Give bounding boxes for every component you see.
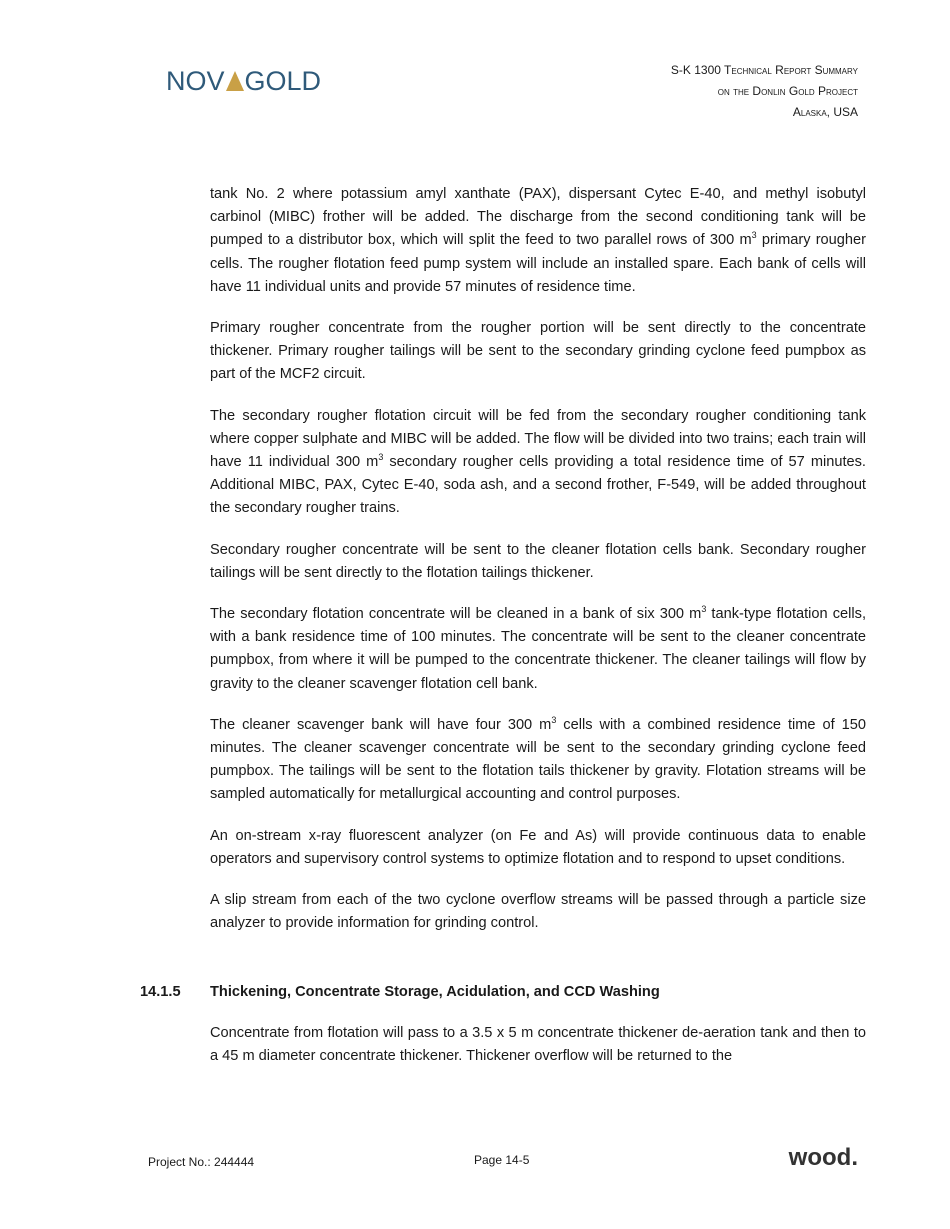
paragraph-2: Primary rougher concentrate from the rougher portion will be sent directly to the concentrate thickener. Primary rougher tailings will be sent to the secondary grinding cyclone feed pumpbox as part of the MCF2 circuit.	[210, 320, 866, 383]
logo-text-left: NOV	[166, 66, 225, 96]
header-line-2: on the Donlin Gold Project	[717, 84, 858, 98]
paragraph-8: A slip stream from each of the two cyclone overflow streams will be passed through a particle size analyzer to provide information for grinding control.	[210, 892, 866, 932]
paragraph-1-text-a: tank No. 2 where potassium amyl xanthate (PAX), dispersant Cytec E-40, and methyl isobutyl carbinol (MIBC) frother will be added. The discharge from the second conditioning tank will be pumped to a distributor box, which will split the feed to two parallel rows of 300 m	[210, 186, 866, 249]
header-line-3: Alaska, USA	[792, 105, 858, 119]
paragraph-6-text-b: cells with a combined residence time of 150 minutes. The cleaner scavenger concentrate will be sent to the secondary grinding cyclone feed pumpbox. The tailings will be sent to the flotation tails thickener by gravity. Flotation streams will be sampled automatically for metallurgical accounting and control purposes.	[210, 716, 866, 803]
section-paragraph-1: Concentrate from flotation will pass to a 3.5 x 5 m concentrate thickener de-aeration tank and then to a 45 m diameter concentrate thickener. Thickener overflow will be returned to the	[210, 1025, 866, 1065]
project-number: Project No.: 244444	[148, 1155, 255, 1169]
paragraph-6-text-a: The cleaner scavenger bank will have four 300 m	[210, 716, 552, 733]
section-body	[210, 1022, 866, 1068]
paragraph-1-sup: 3	[751, 230, 757, 241]
section-number: 14.1.5	[140, 984, 181, 1000]
paragraph-4: Secondary rougher concentrate will be sent to the cleaner flotation cells bank. Secondary rougher tailings will be sent directly to the flotation tailings thickener.	[210, 541, 866, 581]
paragraph-5-text-b: tank-type flotation cells, with a bank residence time of 100 minutes. The concentrate will be sent to the cleaner concentrate pumpbox, from where it will be pumped to the concentrate thickener. The cleaner tailings will flow by gravity to the cleaner scavenger flotation cell bank.	[210, 606, 866, 692]
paragraph-1-text-b: primary rougher cells. The rougher flotation feed pump system will include an installed spare. Each bank of cells will have 11 individual units and provide 57 minutes of residence time.	[210, 232, 867, 295]
paragraph-5-text-a: The secondary flotation concentrate will be cleaned in a bank of six 300 m	[210, 606, 702, 623]
logo-triangle-icon	[226, 71, 244, 91]
novagold-logo	[166, 66, 321, 97]
paragraph-6-sup: 3	[551, 715, 557, 725]
body-text	[210, 183, 866, 953]
wood-logo: wood.	[788, 1144, 858, 1171]
paragraph-5	[210, 603, 866, 696]
section-title: Thickening, Concentrate Storage, Acidulation, and CCD Washing	[210, 984, 660, 1000]
paragraph-1	[210, 183, 866, 299]
header-line-1: S-K 1300 Technical Report Summary	[670, 63, 858, 77]
paragraph-3-sup: 3	[378, 452, 384, 463]
logo-text-right: GOLD	[244, 66, 322, 96]
paragraph-7: An on-stream x-ray fluorescent analyzer (on Fe and As) will provide continuous data to enable operators and supervisory control systems to optimize flotation and to respond to upset conditions.	[210, 827, 866, 867]
paragraph-3-text-a: The secondary rougher flotation circuit will be fed from the secondary rougher conditioning tank where copper sulphate and MIBC will be added. The flow will be divided into two trains; each train will have 11 individual 300 m	[210, 407, 866, 471]
paragraph-3-text-b: secondary rougher cells providing a total residence time of 57 minutes. Additional MIBC, PAX, Cytec E-40, soda ash, and a second frother, F-549, will be added throughout the secondary rougher trains.	[210, 454, 866, 517]
paragraph-6	[210, 714, 866, 807]
section-heading	[140, 984, 660, 1000]
paragraph-3	[210, 405, 866, 521]
paragraph-5-sup: 3	[701, 604, 707, 615]
report-header	[671, 60, 858, 123]
page-number: Page 14-5	[474, 1153, 530, 1167]
